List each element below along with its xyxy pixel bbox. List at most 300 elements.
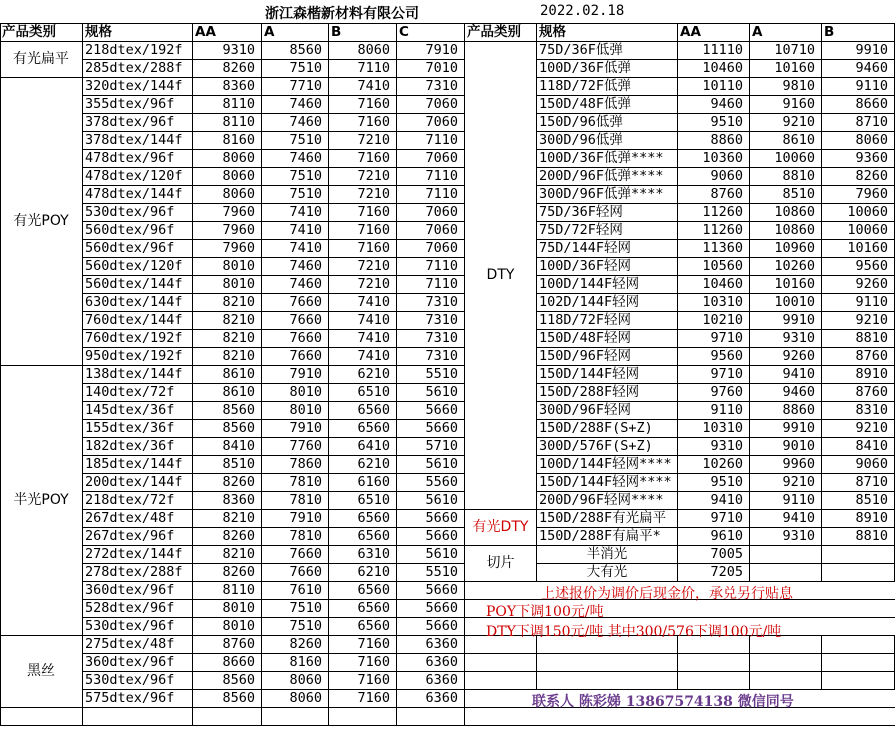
left-price-cell: 8360 bbox=[193, 492, 262, 510]
left-header-0: 产品类别 bbox=[0, 24, 83, 42]
right-price-cell: 10310 bbox=[678, 420, 750, 438]
left-price-cell: 8060 bbox=[262, 690, 329, 708]
left-price-cell: 7510 bbox=[262, 600, 329, 618]
right-price-cell: 10460 bbox=[678, 60, 750, 78]
right-price-cell: 10860 bbox=[750, 222, 822, 240]
right-price-cell: 10460 bbox=[678, 276, 750, 294]
right-price-cell: 8260 bbox=[822, 168, 895, 186]
right-empty-cell bbox=[678, 672, 750, 690]
right-price-cell: 9110 bbox=[822, 78, 895, 96]
left-price-cell: 6160 bbox=[329, 474, 397, 492]
left-spec-cell: 182dtex/36f bbox=[83, 438, 193, 456]
right-price-cell: 8860 bbox=[678, 132, 750, 150]
note-poy-adjust: POY下调100元/吨 bbox=[486, 604, 604, 620]
right-price-cell: 8410 bbox=[822, 438, 895, 456]
left-spec-cell: 560dtex/144f bbox=[83, 276, 193, 294]
right-price-cell: 10310 bbox=[678, 294, 750, 312]
note-price-basis: 上述报价为调价后现金价，承兑另行贴息 bbox=[541, 586, 793, 602]
left-price-cell: 8210 bbox=[193, 330, 262, 348]
left-price-cell: 8060 bbox=[193, 150, 262, 168]
left-price-cell: 8060 bbox=[262, 672, 329, 690]
left-spec-cell: 478dtex/96f bbox=[83, 150, 193, 168]
left-price-cell: 8260 bbox=[262, 636, 329, 654]
left-spec-cell: 278dtex/288f bbox=[83, 564, 193, 582]
left-price-cell: 8510 bbox=[193, 456, 262, 474]
left-spec-cell: 355dtex/96f bbox=[83, 96, 193, 114]
right-price-cell: 9110 bbox=[750, 492, 822, 510]
right-price-cell: 8510 bbox=[750, 186, 822, 204]
left-price-cell: 7310 bbox=[397, 294, 465, 312]
left-empty-cell bbox=[0, 708, 83, 726]
left-price-cell: 7160 bbox=[329, 114, 397, 132]
left-price-cell: 6560 bbox=[329, 510, 397, 528]
left-price-cell: 8410 bbox=[193, 438, 262, 456]
right-price-cell: 9710 bbox=[678, 330, 750, 348]
left-price-cell: 5610 bbox=[397, 384, 465, 402]
right-spec-cell: 150D/288F有光扁平 bbox=[537, 510, 678, 528]
left-price-cell: 5660 bbox=[397, 402, 465, 420]
left-price-cell: 7110 bbox=[397, 258, 465, 276]
left-price-cell: 6510 bbox=[329, 384, 397, 402]
right-empty-cell bbox=[465, 672, 537, 690]
left-price-cell: 8560 bbox=[193, 402, 262, 420]
right-price-cell: 10360 bbox=[678, 150, 750, 168]
right-price-cell: 10860 bbox=[750, 204, 822, 222]
right-price-cell: 8710 bbox=[822, 114, 895, 132]
right-spec-cell: 75D/144F轻网 bbox=[537, 240, 678, 258]
left-price-cell: 7160 bbox=[329, 240, 397, 258]
left-empty-cell bbox=[193, 708, 262, 726]
left-price-cell: 7210 bbox=[329, 168, 397, 186]
right-category-2: 切片 bbox=[465, 546, 537, 582]
left-empty-cell bbox=[329, 708, 397, 726]
right-price-cell: 8310 bbox=[822, 402, 895, 420]
right-price-cell bbox=[822, 564, 895, 582]
left-price-cell: 7660 bbox=[262, 564, 329, 582]
left-price-cell: 5510 bbox=[397, 366, 465, 384]
left-price-cell: 7410 bbox=[262, 222, 329, 240]
right-empty-cell bbox=[822, 600, 895, 618]
left-spec-cell: 630dtex/144f bbox=[83, 294, 193, 312]
right-price-cell: 8760 bbox=[822, 348, 895, 366]
left-spec-cell: 218dtex/72f bbox=[83, 492, 193, 510]
left-spec-cell: 267dtex/48f bbox=[83, 510, 193, 528]
right-category-1: 有光DTY bbox=[465, 510, 537, 546]
left-price-cell: 6560 bbox=[329, 582, 397, 600]
right-price-cell: 11260 bbox=[678, 222, 750, 240]
right-spec-cell: 150D/144F轻网 bbox=[537, 366, 678, 384]
left-spec-cell: 560dtex/96f bbox=[83, 222, 193, 240]
left-price-cell: 7310 bbox=[397, 330, 465, 348]
right-price-cell: 10160 bbox=[822, 240, 895, 258]
left-price-cell: 7410 bbox=[262, 240, 329, 258]
left-price-cell: 7510 bbox=[262, 168, 329, 186]
left-price-cell: 7210 bbox=[329, 186, 397, 204]
left-price-cell: 5610 bbox=[397, 492, 465, 510]
left-price-cell: 6560 bbox=[329, 618, 397, 636]
left-price-cell: 8210 bbox=[193, 312, 262, 330]
left-spec-cell: 760dtex/144f bbox=[83, 312, 193, 330]
left-empty-cell bbox=[262, 708, 329, 726]
right-price-cell: 10560 bbox=[678, 258, 750, 276]
right-header-1: 规格 bbox=[537, 24, 678, 42]
left-price-cell: 7160 bbox=[329, 654, 397, 672]
right-spec-cell: 150D/96低弹 bbox=[537, 114, 678, 132]
left-price-cell: 7110 bbox=[329, 60, 397, 78]
left-spec-cell: 218dtex/192f bbox=[83, 42, 193, 60]
left-price-cell: 7110 bbox=[397, 276, 465, 294]
right-header-4: B bbox=[822, 24, 895, 42]
left-spec-cell: 155dtex/36f bbox=[83, 420, 193, 438]
right-price-cell bbox=[750, 564, 822, 582]
right-price-cell: 8510 bbox=[822, 492, 895, 510]
left-price-cell: 5710 bbox=[397, 438, 465, 456]
left-price-cell: 7660 bbox=[262, 546, 329, 564]
left-price-cell: 7910 bbox=[397, 42, 465, 60]
left-price-cell: 7410 bbox=[329, 348, 397, 366]
left-spec-cell: 378dtex/144f bbox=[83, 132, 193, 150]
right-price-cell: 10260 bbox=[678, 456, 750, 474]
left-spec-cell: 760dtex/192f bbox=[83, 330, 193, 348]
left-price-cell: 8060 bbox=[193, 168, 262, 186]
left-spec-cell: 185dtex/144f bbox=[83, 456, 193, 474]
left-price-cell: 7960 bbox=[193, 240, 262, 258]
right-price-cell: 9960 bbox=[750, 456, 822, 474]
left-price-cell: 6360 bbox=[397, 654, 465, 672]
left-price-cell: 8610 bbox=[193, 366, 262, 384]
left-price-cell: 5660 bbox=[397, 600, 465, 618]
left-price-cell: 8060 bbox=[193, 186, 262, 204]
right-price-cell: 7205 bbox=[678, 564, 750, 582]
left-price-cell: 7160 bbox=[329, 150, 397, 168]
right-price-cell: 8810 bbox=[822, 528, 895, 546]
left-price-cell: 7410 bbox=[329, 78, 397, 96]
left-price-cell: 7410 bbox=[262, 204, 329, 222]
left-spec-cell: 950dtex/192f bbox=[83, 348, 193, 366]
right-price-cell: 8860 bbox=[750, 402, 822, 420]
note-dty-adjust: DTY下调150元/吨 其中300/576下调100元/吨 bbox=[486, 624, 782, 640]
left-spec-cell: 530dtex/96f bbox=[83, 204, 193, 222]
left-price-cell: 7810 bbox=[262, 474, 329, 492]
left-price-cell: 8210 bbox=[193, 546, 262, 564]
left-price-cell: 7910 bbox=[262, 510, 329, 528]
right-empty-cell bbox=[822, 636, 895, 654]
left-header-1: 规格 bbox=[83, 24, 193, 42]
right-price-cell: 10710 bbox=[750, 42, 822, 60]
left-price-cell: 6510 bbox=[329, 492, 397, 510]
right-price-cell: 9210 bbox=[822, 312, 895, 330]
left-price-cell: 8160 bbox=[262, 654, 329, 672]
right-empty-cell bbox=[537, 672, 678, 690]
left-price-cell: 8160 bbox=[193, 132, 262, 150]
left-price-cell: 7160 bbox=[329, 96, 397, 114]
left-price-cell: 7110 bbox=[397, 168, 465, 186]
right-spec-cell: 大有光 bbox=[537, 564, 678, 582]
left-price-cell: 8560 bbox=[262, 42, 329, 60]
right-price-cell: 10160 bbox=[750, 60, 822, 78]
left-price-cell: 7010 bbox=[397, 60, 465, 78]
left-spec-cell: 360dtex/96f bbox=[83, 654, 193, 672]
right-price-cell: 8760 bbox=[822, 384, 895, 402]
left-price-cell: 7910 bbox=[262, 366, 329, 384]
right-price-cell: 9110 bbox=[822, 294, 895, 312]
left-spec-cell: 360dtex/96f bbox=[83, 582, 193, 600]
right-price-cell bbox=[750, 546, 822, 564]
right-price-cell: 11110 bbox=[678, 42, 750, 60]
left-spec-cell: 140dtex/72f bbox=[83, 384, 193, 402]
right-price-cell: 8610 bbox=[750, 132, 822, 150]
right-spec-cell: 75D/36F轻网 bbox=[537, 204, 678, 222]
right-spec-cell: 200D/96F轻网**** bbox=[537, 492, 678, 510]
left-spec-cell: 200dtex/144f bbox=[83, 474, 193, 492]
right-price-cell: 8060 bbox=[822, 132, 895, 150]
left-price-cell: 7960 bbox=[193, 222, 262, 240]
right-spec-cell: 半消光 bbox=[537, 546, 678, 564]
right-price-cell: 9210 bbox=[750, 474, 822, 492]
left-price-cell: 7510 bbox=[262, 60, 329, 78]
right-price-cell: 9460 bbox=[678, 96, 750, 114]
left-price-cell: 7960 bbox=[193, 204, 262, 222]
left-price-cell: 5560 bbox=[397, 474, 465, 492]
left-spec-cell: 560dtex/96f bbox=[83, 240, 193, 258]
left-price-cell: 8210 bbox=[193, 510, 262, 528]
left-price-cell: 7460 bbox=[262, 150, 329, 168]
right-price-cell: 10060 bbox=[822, 204, 895, 222]
right-spec-cell: 100D/144F轻网**** bbox=[537, 456, 678, 474]
left-price-cell: 7810 bbox=[262, 492, 329, 510]
right-price-cell: 9510 bbox=[678, 474, 750, 492]
left-price-cell: 8260 bbox=[193, 564, 262, 582]
left-price-cell: 8210 bbox=[193, 294, 262, 312]
right-empty-cell bbox=[822, 708, 895, 726]
left-spec-cell: 267dtex/96f bbox=[83, 528, 193, 546]
right-spec-cell: 100D/36F轻网 bbox=[537, 258, 678, 276]
right-price-cell: 9760 bbox=[678, 384, 750, 402]
left-spec-cell: 560dtex/120f bbox=[83, 258, 193, 276]
report-date: 2022.02.18 bbox=[540, 3, 625, 19]
right-price-cell: 11260 bbox=[678, 204, 750, 222]
right-empty-cell bbox=[822, 672, 895, 690]
left-price-cell: 7810 bbox=[262, 528, 329, 546]
right-price-cell: 8810 bbox=[750, 168, 822, 186]
left-price-cell: 7160 bbox=[329, 222, 397, 240]
right-spec-cell: 118D/72F轻网 bbox=[537, 312, 678, 330]
left-price-cell: 7410 bbox=[329, 294, 397, 312]
left-price-cell: 7910 bbox=[262, 420, 329, 438]
right-price-cell: 8710 bbox=[822, 474, 895, 492]
left-price-cell: 7310 bbox=[397, 348, 465, 366]
right-spec-cell: 118D/72F低弹 bbox=[537, 78, 678, 96]
right-spec-cell: 150D/288F有扁平* bbox=[537, 528, 678, 546]
left-price-cell: 8110 bbox=[193, 582, 262, 600]
right-price-cell: 10960 bbox=[750, 240, 822, 258]
right-price-cell: 10160 bbox=[750, 276, 822, 294]
left-price-cell: 7060 bbox=[397, 114, 465, 132]
left-price-cell: 7460 bbox=[262, 276, 329, 294]
right-empty-cell bbox=[678, 654, 750, 672]
company-title: 浙江森楷新材料有限公司 bbox=[265, 6, 419, 22]
left-price-cell: 5510 bbox=[397, 564, 465, 582]
left-price-cell: 8560 bbox=[193, 690, 262, 708]
left-price-cell: 8260 bbox=[193, 60, 262, 78]
right-price-cell: 8660 bbox=[822, 96, 895, 114]
right-price-cell: 10060 bbox=[822, 222, 895, 240]
right-empty-cell bbox=[822, 618, 895, 636]
left-price-cell: 7460 bbox=[262, 258, 329, 276]
left-category-2: 半光POY bbox=[0, 366, 83, 636]
left-price-cell: 7160 bbox=[329, 690, 397, 708]
left-spec-cell: 138dtex/144f bbox=[83, 366, 193, 384]
left-price-cell: 7210 bbox=[329, 258, 397, 276]
left-price-cell: 8210 bbox=[193, 348, 262, 366]
left-price-cell: 6360 bbox=[397, 690, 465, 708]
left-price-cell: 6560 bbox=[329, 402, 397, 420]
left-price-cell: 8010 bbox=[193, 618, 262, 636]
right-empty-cell bbox=[465, 654, 537, 672]
right-price-cell: 8910 bbox=[822, 366, 895, 384]
left-price-cell: 8660 bbox=[193, 654, 262, 672]
right-price-cell: 10110 bbox=[678, 78, 750, 96]
right-header-0: 产品类别 bbox=[465, 24, 537, 42]
right-spec-cell: 100D/36F低弹 bbox=[537, 60, 678, 78]
right-spec-cell: 75D/72F轻网 bbox=[537, 222, 678, 240]
right-spec-cell: 150D/96F轻网 bbox=[537, 348, 678, 366]
left-price-cell: 7060 bbox=[397, 204, 465, 222]
left-price-cell: 7510 bbox=[262, 132, 329, 150]
right-price-cell: 9610 bbox=[678, 528, 750, 546]
right-empty-cell bbox=[465, 690, 537, 708]
left-spec-cell: 528dtex/96f bbox=[83, 600, 193, 618]
right-empty-cell bbox=[822, 582, 895, 600]
right-price-cell: 9560 bbox=[822, 258, 895, 276]
left-price-cell: 7760 bbox=[262, 438, 329, 456]
left-spec-cell: 272dtex/144f bbox=[83, 546, 193, 564]
left-price-cell: 7660 bbox=[262, 312, 329, 330]
left-price-cell: 8360 bbox=[193, 78, 262, 96]
right-price-cell: 10260 bbox=[750, 258, 822, 276]
left-price-cell: 7210 bbox=[329, 276, 397, 294]
left-spec-cell: 478dtex/144f bbox=[83, 186, 193, 204]
left-price-cell: 7610 bbox=[262, 582, 329, 600]
left-price-cell: 7860 bbox=[262, 456, 329, 474]
left-price-cell: 6210 bbox=[329, 456, 397, 474]
left-price-cell: 5660 bbox=[397, 420, 465, 438]
left-price-cell: 7660 bbox=[262, 330, 329, 348]
left-price-cell: 6560 bbox=[329, 600, 397, 618]
left-price-cell: 8110 bbox=[193, 114, 262, 132]
left-price-cell: 7410 bbox=[329, 330, 397, 348]
right-price-cell: 10010 bbox=[750, 294, 822, 312]
left-price-cell: 7110 bbox=[397, 186, 465, 204]
right-spec-cell: 300D/96F低弹**** bbox=[537, 186, 678, 204]
left-price-cell: 7160 bbox=[329, 204, 397, 222]
left-price-cell: 7310 bbox=[397, 312, 465, 330]
right-price-cell: 9060 bbox=[678, 168, 750, 186]
right-price-cell: 9260 bbox=[822, 276, 895, 294]
right-price-cell: 9160 bbox=[750, 96, 822, 114]
right-price-cell: 9310 bbox=[750, 330, 822, 348]
right-price-cell: 7960 bbox=[822, 186, 895, 204]
right-spec-cell: 150D/48F轻网 bbox=[537, 330, 678, 348]
left-header-4: B bbox=[329, 24, 397, 42]
left-price-cell: 6560 bbox=[329, 528, 397, 546]
left-price-cell: 5610 bbox=[397, 546, 465, 564]
left-price-cell: 7510 bbox=[262, 618, 329, 636]
left-empty-cell bbox=[83, 708, 193, 726]
left-price-cell: 6310 bbox=[329, 546, 397, 564]
right-header-3: A bbox=[750, 24, 822, 42]
left-price-cell: 8110 bbox=[193, 96, 262, 114]
right-empty-cell bbox=[465, 582, 537, 600]
left-spec-cell: 478dtex/120f bbox=[83, 168, 193, 186]
left-price-cell: 6210 bbox=[329, 366, 397, 384]
right-spec-cell: 150D/288F(S+Z) bbox=[537, 420, 678, 438]
right-empty-cell bbox=[750, 672, 822, 690]
left-price-cell: 8010 bbox=[193, 600, 262, 618]
right-spec-cell: 300D/96F轻网 bbox=[537, 402, 678, 420]
left-price-cell: 6410 bbox=[329, 438, 397, 456]
left-header-2: AA bbox=[193, 24, 262, 42]
left-price-cell: 7110 bbox=[397, 132, 465, 150]
right-spec-cell: 75D/36F低弹 bbox=[537, 42, 678, 60]
right-price-cell: 9910 bbox=[750, 312, 822, 330]
left-price-cell: 7160 bbox=[329, 636, 397, 654]
right-spec-cell: 200D/96F低弹**** bbox=[537, 168, 678, 186]
left-price-cell: 7060 bbox=[397, 96, 465, 114]
right-spec-cell: 100D/36F低弹**** bbox=[537, 150, 678, 168]
right-price-cell: 9310 bbox=[678, 438, 750, 456]
left-spec-cell: 575dtex/96f bbox=[83, 690, 193, 708]
contact-line: 联系人 陈彩娣 13867574138 微信同号 bbox=[532, 694, 794, 710]
right-price-cell: 9060 bbox=[822, 456, 895, 474]
right-price-cell: 9810 bbox=[750, 78, 822, 96]
right-header-2: AA bbox=[678, 24, 750, 42]
right-spec-cell: 300D/96低弹 bbox=[537, 132, 678, 150]
left-price-cell: 8260 bbox=[193, 474, 262, 492]
right-spec-cell: 150D/48F低弹 bbox=[537, 96, 678, 114]
right-price-cell: 9910 bbox=[822, 42, 895, 60]
left-category-3: 黑丝 bbox=[0, 636, 83, 708]
right-price-cell: 9210 bbox=[750, 114, 822, 132]
left-spec-cell: 320dtex/144f bbox=[83, 78, 193, 96]
right-spec-cell: 100D/144F轻网 bbox=[537, 276, 678, 294]
right-price-cell: 8910 bbox=[822, 510, 895, 528]
left-price-cell: 7160 bbox=[329, 672, 397, 690]
left-price-cell: 8060 bbox=[329, 42, 397, 60]
left-spec-cell: 378dtex/96f bbox=[83, 114, 193, 132]
left-price-cell: 7660 bbox=[262, 348, 329, 366]
left-price-cell: 8610 bbox=[193, 384, 262, 402]
right-spec-cell: 102D/144F轻网 bbox=[537, 294, 678, 312]
left-price-cell: 8010 bbox=[262, 402, 329, 420]
left-price-cell: 9310 bbox=[193, 42, 262, 60]
left-spec-cell: 530dtex/96f bbox=[83, 618, 193, 636]
right-price-cell: 9910 bbox=[750, 420, 822, 438]
right-price-cell bbox=[822, 546, 895, 564]
left-category-1: 有光POY bbox=[0, 78, 83, 366]
right-price-cell: 9210 bbox=[822, 420, 895, 438]
right-price-cell: 9460 bbox=[822, 60, 895, 78]
left-price-cell: 7210 bbox=[329, 132, 397, 150]
right-price-cell: 9510 bbox=[678, 114, 750, 132]
left-spec-cell: 285dtex/288f bbox=[83, 60, 193, 78]
right-price-cell: 9710 bbox=[678, 366, 750, 384]
right-price-cell: 8760 bbox=[678, 186, 750, 204]
left-price-cell: 8760 bbox=[193, 636, 262, 654]
right-price-cell: 9410 bbox=[750, 366, 822, 384]
right-price-cell: 10060 bbox=[750, 150, 822, 168]
right-price-cell: 9460 bbox=[750, 384, 822, 402]
